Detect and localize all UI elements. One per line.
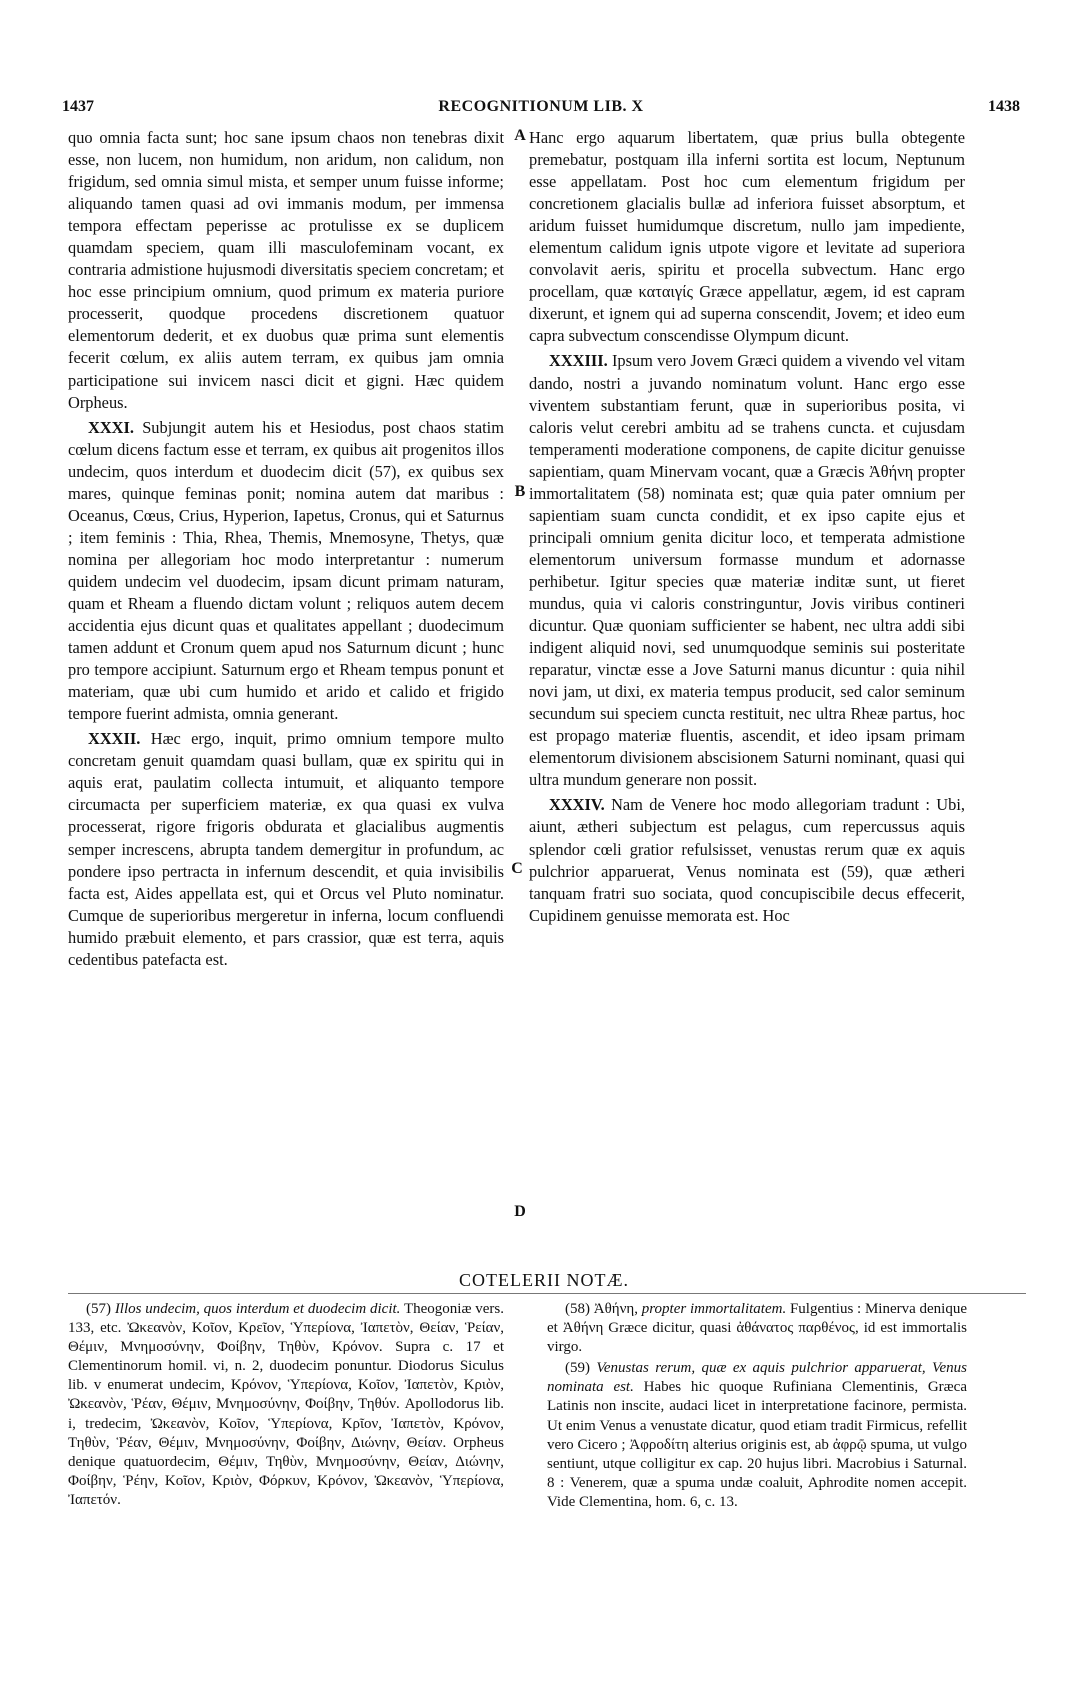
notes-heading: COTELERII NOTÆ. xyxy=(459,1270,629,1290)
notes-left-column xyxy=(68,1300,504,1510)
notes-right-column xyxy=(547,1300,967,1512)
page-number-right: 1438 xyxy=(988,98,1020,115)
running-header xyxy=(62,98,1020,122)
note-59 xyxy=(547,1359,967,1512)
margin-letter-b: B xyxy=(514,483,526,500)
left-column xyxy=(68,127,504,971)
note-lemma: Venustas rerum, quæ ex aquis pulchrior apparuerat, Venus nominata est. xyxy=(547,1360,968,1396)
note-lemma: propter immortalitatem. xyxy=(641,1301,787,1317)
paragraph-text: Nam de Venere hoc modo allegoriam tradunt : Ubi, aiunt, ætheri subjectum est pelagus, cum repercussus aquis splendor cœli gratior refulsisset, venustas rerum quæ ex aquis pulchrior apparuerat, Venus nominata est (59), quæ ætheri tanquam fratri suo sociata, quod concupiscibile decus effecerit, Cupidinem genuisse memorata est. Hoc xyxy=(529,795,965,925)
section-number: XXXI. xyxy=(88,417,134,437)
section-number: XXXIII. xyxy=(549,351,608,371)
section-number: XXXIV. xyxy=(549,795,605,815)
margin-letter-a: A xyxy=(514,127,526,144)
paragraph-xxxiii xyxy=(529,350,965,791)
section-number: XXXII. xyxy=(88,729,141,749)
page-number-left: 1437 xyxy=(62,98,94,115)
divider xyxy=(68,1293,1026,1294)
paragraph-xxxi xyxy=(68,417,504,726)
right-column xyxy=(529,127,965,927)
running-title: RECOGNITIONUM LIB. X xyxy=(438,98,644,115)
note-number: (59) xyxy=(565,1360,590,1377)
note-lemma: Illos undecim, quos interdum et duodecim dicit. xyxy=(114,1301,401,1317)
paragraph-text: Subjungit autem his et Hesiodus, post chaos statim cœlum dicens factum esse et terram, ex quibus ait progenitos illos undecim, quos interdum et duodecim dicit (57), ex quibus sex mares, quinque feminas ponit; nomina autem dat maribus : Oceanus, Cœus, Crius, Hyperion, Iapetus, Cronus, qui et Saturnus ; item feminis : Thia, Rhea, Themis, Mnemosyne, Thetys, quæ nomina per allegoriam hoc modo interpretantur : numerum quidem undecim vel duodecim, ipsam dicunt primam naturam, quam et Rheam a fluendo dictam volunt ; reliquos autem decem accidentia ejus dicunt quas et qualitates appellant ; duodecimum tamen addunt et Cronum quem apud nos Saturnum dicunt ; hunc pro tempore accipiunt. Saturnum ergo et Rheam tempus ponunt et materiam, quæ ubi cum humido et arido et calido et frigido tempore fuerint admista, omnia generant. xyxy=(68,417,504,724)
note-greek: Ἀθήνη, xyxy=(593,1301,638,1317)
paragraph: quo omnia facta sunt; hoc sane ipsum chaos non tenebras dixit esse, non lucem, non humidum, non aridum, non calidum, non frigidum, sed omnia simul mista, et semper unum fuisse informe; aliquando tamen quasi ad ovi immanis modum, per immensa tempora effectam peperisse ac protulisse ex se duplicem quamdam speciem, quam illi masculofeminam vocant, ex contraria admistione hujusmodi diversitatis speciem concretam; et hoc esse principium omnium, quod primum ex materia puriore processerit, quodque procedens discretionem quatuor elementorum dederit, et ex duobus quæ prima sunt elementis fecerit cœlum, ex aliis autem terram, ex quibus jam omnia participatione sui invicem nasci dicit et gigni. Hæc quidem Orpheus. xyxy=(68,128,504,412)
note-text: Habes hic quoque Rufiniana Clementinis, Græca Latinis non inscite, audaci licet in interpretatione facinore, permista. Ut enim Venus a venustate dicatur, quod etiam tradit Firmicus, refellit vero Cicero ; Ἀφροδίτη alterius originis est, ab ἀφρῷ spuma, ut vulgo sentiunt, utque colligitur ex cap. 20 hujus libri. Macrobius i Saturnal. 8 : Venerem, quæ a spuma undæ coaluit, Aphrodite nomen accepit. Vide Clementina, hom. 6, c. 13. xyxy=(547,1379,968,1510)
note-text: Theogoniæ vers. 133, etc. Ὠκεανὸν, Κοῖον, Κρεῖον, Ὑπερίονα, Ἰαπετὸν, Θείαν, Ῥείαν, Θέμιν, Μνημοσύνην, Φοίβην, Τηθὺν, Κρόνον. Supra c. 17 et Clementinorum homil. vi, n. 2, duodecim ponuntur. Diodorus Siculus lib. v enumerat undecim, Κρόνον, Ὑπερίονα, Κοῖον, Ἰαπετὸν, Κριὸν, Ὠκεανὸν, Ῥέαν, Θέμιν, Μνημοσύνην, Φοίβην, Τηθύν. Apollodorus lib. i, tredecim, Ὠκεανὸν, Κοῖον, Ὑπερίονα, Κρῖον, Ἰαπετὸν, Κρόνον, Τηθὺν, Ῥέαν, Θέμιν, Μνημοσύνην, Φοίβην, Διώνην, Θείαν. Orpheus denique quatuordecim, Θέμιν, Τηθὺν, Μνημοσύνην, Θείαν, Διώνην, Φοίβην, Ῥέην, Κοῖον, Κριὸν, Φόρκυν, Κρόνον, Ὠκεανὸν, Ὑπερίονα, Ἰαπετόν. xyxy=(68,1301,504,1508)
margin-letter-d: D xyxy=(514,1203,526,1220)
note-number: (58) xyxy=(565,1301,590,1317)
margin-letter-c: C xyxy=(511,860,523,877)
note-text: Fulgentius : Minerva denique et Ἀθήνη Græce dicitur, quasi ἀθάνατος παρθένος, id est immortalis virgo. xyxy=(547,1301,968,1356)
note-58 xyxy=(547,1300,967,1357)
paragraph-xxxiv xyxy=(529,794,965,926)
paragraph-text: Hæc ergo, inquit, primo omnium tempore multo concretam genuit quamdam quasi bullam, quæ ex spiritu qui in aquis erat, paulatim collecta intumuit, et aliquanto tempore circumacta per superficiem materiæ, ex qua quasi ex vulva processerat, rigore frigoris obdurata et glacialibus augmentis semper increscens, abrupta tandem demergitur in profundum, ac pondere ipso pertracta in infernum descendit, et quia invisibilis facta est, Aides appellata est, qui et Orcus vel Pluto nominatur. Cumque de superioribus mergeretur in inferna, locum confluendi humido præbuit elemento, et pars crassior, quæ est terra, aquis cedentibus patefacta est. xyxy=(68,729,504,969)
note-number: (57) xyxy=(86,1301,111,1317)
paragraph: Hanc ergo aquarum libertatem, quæ prius bulla obtegente premebatur, postquam illa inferni sortita est locum, Neptunum esse appellatam. Post hoc cum elementum frigidum per concretionem glacialis bullæ ad inferiora fuisset absorptum, et aridum fuisset humidumque discretum, nullo jam impediente, elementum calidum ignis utpote vigore et levitate ad superiora convolavit aeris, spiritu et procella subvectum. Hanc ergo procellam, quæ καταιγίς Græce appellatur, ægem, id est capram dixerunt, et ignem qui ad superna conscendit, Jovem; et ideo eum capra subvectum conscendisse Olympum dicunt. xyxy=(529,128,965,346)
note-57 xyxy=(68,1300,504,1510)
paragraph-text: Ipsum vero Jovem Græci quidem a vivendo vel vitam dando, nostri a juvando nominatum volunt. Hanc ergo esse viventem substantiam ferunt, quæ in superioribus posita, vi caloris velut cerebri ambitu ad se trahens cuncta. et cujusdam temperamenti moderatione componens, de capite dicitur genuisse sapientiam, quam Minervam vocant, quæ a Græcis Ἀθήνη propter immortalitatem (58) nominata est; quæ quia pater omnium per sapientiam suam cuncta condidit, et ex ipso capite ejus et principali omnium genita dicitur loco, et temperata admistione elementorum universum formasse mundum et adornasse perhibetur. Igitur species quæ materiæ inditæ sunt, ut fieret mundus, quia vi caloris constringuntur, Jovis viribus contineri dicuntur. Quæ quoniam sufficienter se habent, nec ultra addi sibi indigent aliquid novi, sed unumquodque seminis sui posteritate reparatur, vinctæ esse a Jove Saturni manus dicuntur : quia nihil novi jam, ut dixi, ex materia tempus producit, sed calor seminum secundum sui speciem cuncta restituit, nec ultra Rheæ partus, hoc est propago materiæ fluentis, ascendit, et ideo ipsam primam elementorum divisionem abscisionem Saturni nominant, quasi qui ultra mundum generare non possit. xyxy=(529,351,966,790)
paragraph-xxxii xyxy=(68,728,504,971)
